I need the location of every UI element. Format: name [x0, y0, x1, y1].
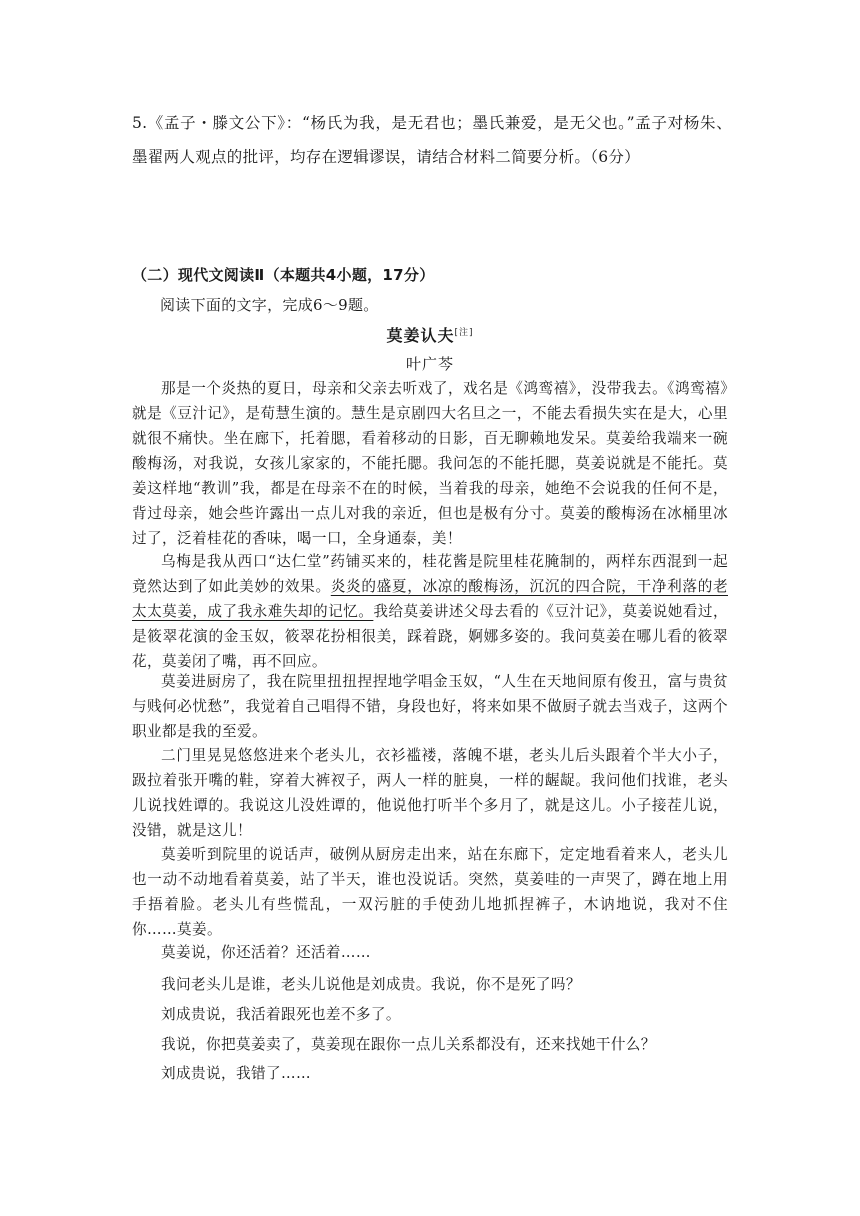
paragraph-text: 我给莫姜讲述父母去看的《豆汁记》，莫姜说她看过，是筱翠花演的金玉奴，筱翠花扮相很美，踩着跷，婀娜多姿的。我问莫姜在哪儿看的筱翠花，莫姜闭了嘴，再不回应。	[132, 603, 728, 670]
article-author: 叶广芩	[405, 355, 454, 373]
article-title	[0, 323, 860, 346]
article-paragraph: 莫姜说，你还活着？还活着……	[161, 944, 371, 961]
article-paragraph	[132, 549, 728, 674]
question-5: 5.《孟子・滕文公下》：“杨氏为我，是无君也；墨氏兼爱，是无父也。”孟子对杨朱、墨翟两人观点的批评，均存在逻辑谬误，请结合材料二简要分析。（6分）	[132, 114, 732, 166]
article-paragraph: 我说，你把莫姜卖了，莫姜现在跟你一点儿关系都没有，还来找她干什么？	[161, 1036, 656, 1053]
article-paragraph: 二门里晃晃悠悠进来个老头儿，衣衫褴褛，落魄不堪，老头儿后头跟着个半大小子，趿拉着张开嘴的鞋，穿着大裤衩子，两人一样的脏臭，一样的龌龊。我问他们找谁，老头儿说找姓谭的。我说这儿没姓谭的，他说他打听半个多月了，就是这儿。小子接茬儿说，没错，就是这儿！	[132, 747, 728, 839]
article-paragraph: 我问老头儿是谁，老头儿说他是刘成贵。我说，你不是死了吗？	[161, 976, 581, 993]
article-paragraph: 刘成贵说，我活着跟死也差不多了。	[161, 1006, 401, 1023]
section-heading: （二）现代文阅读Ⅱ（本题共4小题，17分）	[132, 266, 435, 284]
article-paragraph: 那是一个炎热的夏日，母亲和父亲去听戏了，戏名是《鸿鸾禧》，没带我去。《鸿鸾禧》就是《豆汁记》，是荀慧生演的。慧生是京剧四大名旦之一，不能去看损失实在是大，心里就很不痛快。坐在廊下，托着腮，看着移动的日影，百无聊赖地发呆。莫姜给我端来一碗酸梅汤，对我说，女孩儿家家的，不能托腮。我问怎的不能托腮，莫姜说就是不能托。莫姜这样地“教训”我，都是在母亲不在的时候，当着我的母亲，她绝不会说我的任何不是，背过母亲，她会些许露出一点儿对我的亲近，但也是极有分寸。莫姜的酸梅汤在冰桶里冰过了，泛着桂花的香味，喝一口，全身通泰，美！	[132, 380, 728, 547]
footnote-marker: [注]	[454, 328, 474, 338]
underlined-sentence: 炎炎的盛夏，冰凉的酸梅汤，沉沉的四合院，干净利落的老太太莫姜，成了我永难失却的记忆。	[132, 578, 728, 620]
article-title-text: 莫姜认夫	[386, 326, 455, 345]
reading-instruction: 阅读下面的文字，完成6～9题。	[160, 296, 379, 314]
article-paragraph: 莫姜进厨房了，我在院里扭扭捏捏地学唱金玉奴，“人生在天地间原有俊丑，富与贵贫与贱何必忧愁”，我觉着自己唱得不错，身段也好，将来如果不做厨子就去当戏子，这两个职业都是我的至爱。	[132, 673, 728, 740]
article-paragraph: 刘成贵说，我错了……	[161, 1065, 311, 1082]
article-paragraph: 莫姜听到院里的说话声，破例从厨房走出来，站在东廊下，定定地看着来人，老头儿也一动不动地看着莫姜，站了半天，谁也没说话。突然，莫姜哇的一声哭了，蹲在地上用手捂着脸。老头儿有些慌乱，一双污脏的手使劲儿地抓捏裤子，木讷地说，我对不住你……莫姜。	[132, 846, 728, 938]
paragraph-text: 乌梅是我从西口“达仁堂”药铺买来的，桂花酱是院里桂花腌制的，两样东西混到一起竟然达到了如此美妙的效果。	[132, 553, 728, 595]
